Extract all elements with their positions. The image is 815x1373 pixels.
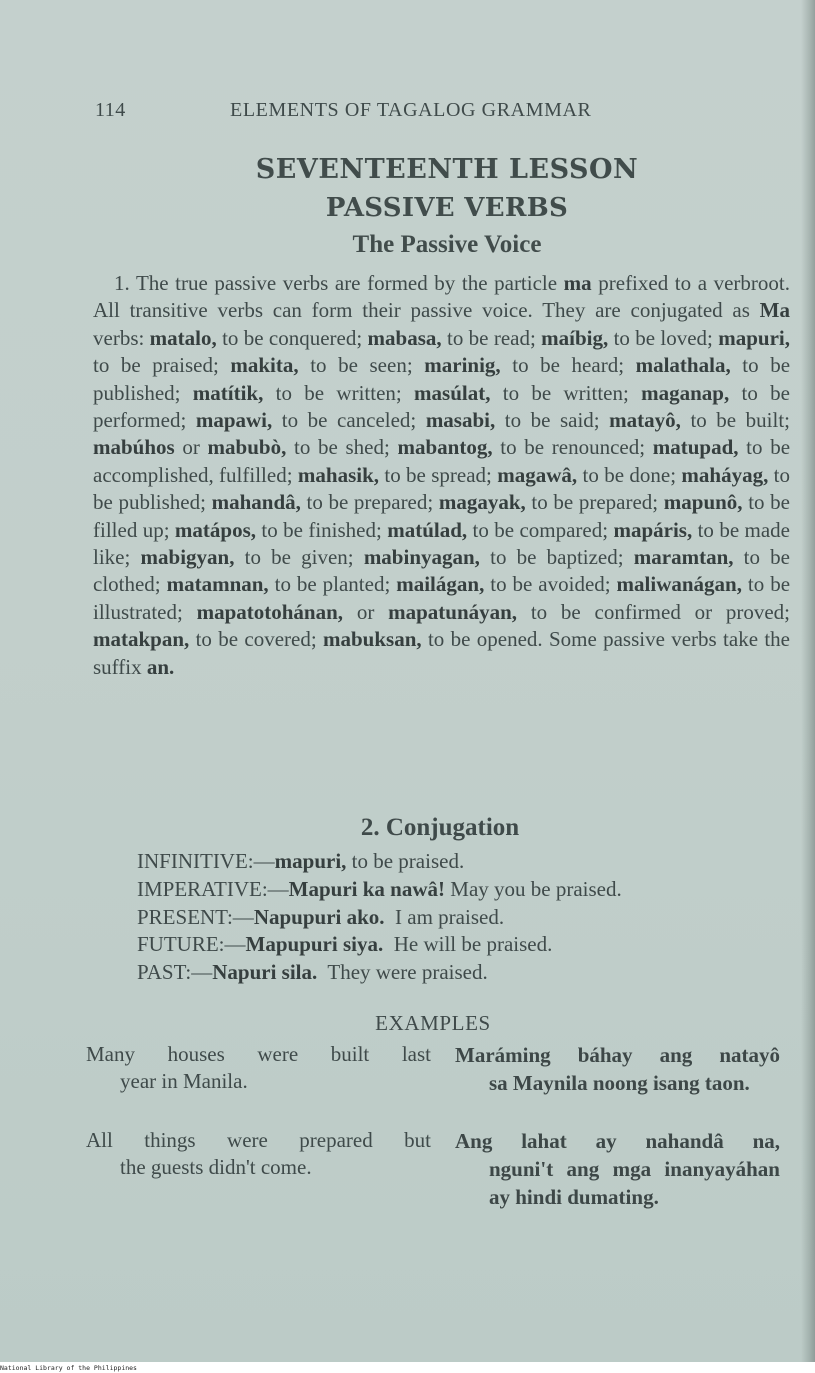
gloss-text: to be given; (234, 545, 364, 570)
book-title: ELEMENTS OF TAGALOG GRAMMAR (230, 99, 592, 121)
example-1-tagalog (455, 1041, 780, 1097)
gloss-text: or (343, 599, 389, 624)
example-tagalog-continuation: sa Maynila noong isang taon. (489, 1071, 750, 1095)
gloss-text: to be read; (441, 325, 542, 350)
gloss-text: to be built; (680, 408, 790, 433)
conjugation-english: to be praised. (346, 849, 465, 873)
examples-title: EXAMPLES (375, 1011, 491, 1035)
gloss-text: to be written; (490, 380, 642, 405)
gloss-text: to be illustrated; (93, 572, 791, 624)
tagalog-term: masúlat, (414, 380, 491, 405)
tagalog-term: marinig, (424, 353, 501, 378)
tagalog-term: matamnan, (166, 572, 269, 597)
conjugation-row-imperative (137, 877, 622, 902)
gloss-text: to be praised; (93, 353, 231, 378)
gloss-text: to be renounced; (492, 435, 653, 460)
passive-verbs-paragraph (93, 270, 790, 681)
gloss-text: to be prepared; (300, 490, 439, 515)
gloss-text: to be avoided; (484, 572, 617, 597)
tagalog-term: maramtan, (633, 545, 734, 570)
tagalog-term: matítik, (192, 380, 264, 405)
gloss-text: to be loved; (608, 325, 719, 350)
example-2-tagalog (455, 1127, 780, 1211)
gloss-text: to be prepared; (525, 490, 664, 515)
tagalog-term: mapáris, (613, 517, 693, 542)
tagalog-term: ma (563, 271, 592, 295)
conjugation-row-infinitive (137, 849, 464, 874)
lesson-title: SEVENTEENTH LESSON (255, 154, 639, 185)
conjugation-tagalog: Mapuri ka nawâ! (288, 877, 446, 901)
gloss-text: or (174, 435, 208, 460)
topic-title: PASSIVE VERBS (325, 193, 569, 223)
tagalog-term: maíbig, (541, 325, 609, 350)
tagalog-term: magayak, (438, 490, 526, 515)
tagalog-term: matápos, (174, 517, 257, 542)
gloss-text: to be confirmed or proved; (517, 599, 790, 624)
gloss-text: 1. The true passive verbs are formed by the particle (114, 271, 564, 295)
example-tagalog-continuation: nguni't ang mga inanyayáhan ay hindi dumating. (489, 1157, 780, 1209)
example-1-english (86, 1041, 431, 1095)
conjugation-tagalog: mapuri, (274, 849, 347, 873)
tagalog-term: mahasik, (297, 462, 380, 487)
example-english-continuation: the guests didn't come. (120, 1155, 312, 1179)
section-title: The Passive Voice (352, 231, 542, 258)
conjugation-title: 2. Conjugation (360, 814, 520, 841)
tagalog-term: mapunô, (663, 490, 743, 515)
tagalog-term: mabasa, (367, 325, 442, 350)
tagalog-term: maliwanágan, (616, 572, 742, 597)
tagalog-term: makita, (230, 353, 299, 378)
library-credit: National Library of the Philippines (0, 1364, 137, 1372)
conjugation-label: PAST:— (137, 960, 213, 984)
tagalog-term: mabinyagan, (363, 545, 480, 570)
tagalog-term: matalo, (149, 325, 217, 350)
gloss-text: to be accomplished, fulfilled; (93, 435, 791, 487)
gloss-text: to be compared; (467, 517, 614, 542)
conjugation-tagalog: Mapupuri siya. (245, 932, 384, 956)
gloss-text: to be made like; (93, 517, 791, 570)
page-number: 114 (95, 99, 126, 121)
tagalog-term: mabantog, (397, 435, 493, 460)
conjugation-label: IMPERATIVE:— (137, 877, 289, 901)
tagalog-term: masabi, (425, 408, 496, 433)
tagalog-term: maháyag, (681, 462, 769, 487)
tagalog-term: mailágan, (396, 572, 485, 597)
gloss-text: to be finished; (256, 517, 388, 542)
tagalog-term: mabuksan, (323, 627, 422, 652)
conjugation-row-present (137, 905, 504, 930)
gloss-text: to be said; (495, 408, 610, 433)
gloss-text: to be written; (263, 380, 415, 405)
tagalog-term: magawâ, (497, 462, 578, 487)
gloss-text: to be clothed; (93, 545, 791, 597)
example-english-continuation: year in Manila. (120, 1069, 248, 1093)
tagalog-term: matayô, (609, 408, 681, 433)
gloss-text: to be planted; (268, 572, 397, 597)
gloss-text: to be spread; (379, 462, 498, 487)
tagalog-term: mapawi, (195, 408, 273, 433)
gloss-text: to be seen; (298, 353, 425, 378)
tagalog-term: mapuri, (718, 325, 790, 350)
tagalog-term: Ma (759, 298, 790, 323)
tagalog-term: an. (146, 654, 175, 679)
conjugation-english: They were praised. (317, 960, 488, 984)
tagalog-term: mabúhos (93, 435, 175, 460)
gloss-text: to be canceled; (272, 408, 426, 433)
conjugation-tagalog: Napuri sila. (212, 960, 318, 984)
tagalog-term: mapatotohánan, (196, 599, 344, 624)
tagalog-term: mabigyan, (140, 545, 235, 570)
gloss-text: to be shed; (286, 435, 398, 460)
tagalog-term: malathala, (635, 353, 731, 378)
tagalog-term: mabubò, (207, 435, 287, 460)
conjugation-row-future (137, 932, 552, 957)
conjugation-label: INFINITIVE:— (137, 849, 275, 873)
tagalog-term: matupad, (652, 435, 739, 460)
example-2-english (86, 1127, 431, 1181)
conjugation-row-past (137, 960, 488, 985)
gloss-text: to be filled up; (93, 490, 790, 542)
gloss-text: to be published; (93, 462, 791, 515)
example-english-first-line: All things were prepared but (86, 1128, 431, 1152)
tagalog-term: matúlad, (387, 517, 468, 542)
gloss-text: to be published; (93, 353, 791, 405)
example-english-first-line: Many houses were built last (86, 1042, 431, 1066)
gloss-text: to be baptized; (479, 545, 634, 570)
gloss-text: to be opened. Some passive verbs take the suffix (93, 627, 790, 679)
example-tagalog-first-line: Ang lahat ay nahandâ na, (455, 1129, 780, 1153)
example-tagalog-first-line: Maráming báhay ang natayô (455, 1043, 780, 1067)
conjugation-english: I am praised. (384, 905, 505, 929)
tagalog-term: mapatunáyan, (388, 599, 518, 624)
tagalog-term: maganap, (641, 380, 730, 405)
conjugation-label: PRESENT:— (137, 905, 254, 929)
conjugation-tagalog: Napupuri ako. (253, 905, 385, 929)
gloss-text: to be conquered; (216, 325, 368, 350)
gloss-text: to be performed; (93, 380, 790, 433)
gloss-text: to be done; (577, 462, 682, 487)
conjugation-english: May you be praised. (445, 877, 622, 901)
running-head (95, 99, 675, 129)
gloss-text: verbs: (93, 325, 150, 350)
gloss-text: to be heard; (500, 353, 636, 378)
conjugation-english: He will be praised. (383, 932, 553, 956)
tagalog-term: matakpan, (93, 627, 190, 652)
tagalog-term: mahandâ, (211, 490, 301, 515)
gloss-text: prefixed to a verbroot. All transitive verbs can form their passive voice. They are conjugated as (93, 271, 790, 323)
gloss-text: to be covered; (189, 627, 323, 652)
conjugation-label: FUTURE:— (137, 932, 246, 956)
